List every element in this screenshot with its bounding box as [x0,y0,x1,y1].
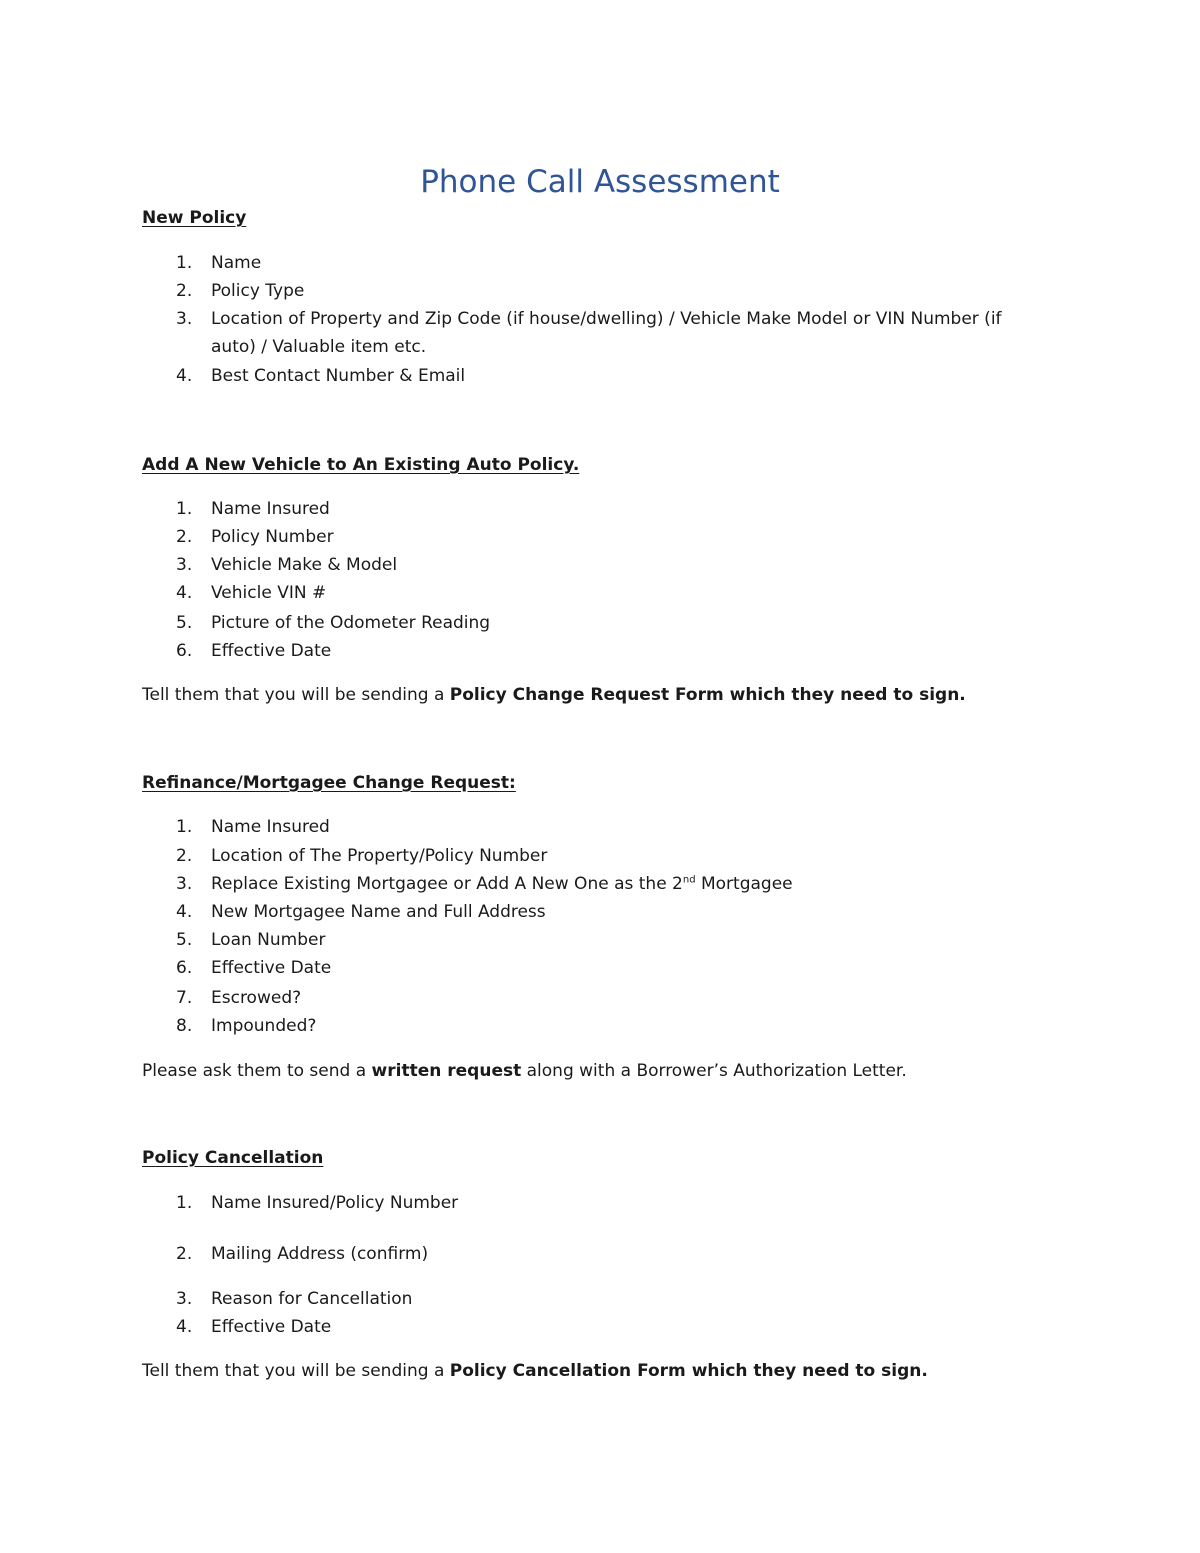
list-number: 4. [176,583,193,603]
list-item [142,609,1041,637]
list-item [142,637,1041,665]
list-number: 5. [176,613,193,633]
note-text-after: along with a Borrower’s Authorization Letter. [521,1061,907,1081]
list-item [142,1313,1041,1341]
note-bold-text: written request [371,1061,522,1081]
section-note-cancellation [142,1359,1072,1383]
note-bold-text: Policy Change Request Form which they need to sign. [449,685,966,705]
list-number: 1. [176,817,193,837]
note-bold-text: Policy Cancellation Form which they need to sign. [449,1361,928,1381]
section-note-refinance [142,1059,1072,1083]
list-text: Mailing Address (confirm) [211,1244,429,1264]
list-number: 2. [176,1244,193,1264]
list-number: 4. [176,366,193,386]
list-text: Picture of the Odometer Reading [211,613,491,633]
list-item [142,898,1041,926]
list-item [142,1285,1041,1313]
list-text: New Mortgagee Name and Full Address [211,902,546,922]
list-item [142,926,1041,954]
list-text: Effective Date [211,958,332,978]
list-text-part: Mortgagee [695,874,793,894]
list-item [142,249,1041,277]
note-text: Please ask them to send a [142,1061,372,1081]
list-number: 2. [176,281,193,301]
list-text: Name Insured/Policy Number [211,1193,459,1213]
list-item [142,277,1041,305]
list-text: Name [211,253,262,273]
list-number: 1. [176,499,193,519]
list-text [211,870,1041,898]
list-item [142,551,1041,579]
list-item [142,1240,1041,1268]
list-text: Loan Number [211,930,326,950]
section-note-add-vehicle [142,683,1072,707]
list-number: 5. [176,930,193,950]
list-number: 1. [176,253,193,273]
section-heading-add-vehicle: Add A New Vehicle to An Existing Auto Policy. [142,455,580,475]
ordinal-superscript: nd [682,874,696,886]
list-item [142,984,1041,1012]
list-number: 7. [176,988,193,1008]
note-text: Tell them that you will be sending a [142,685,450,705]
list-text-part: Replace Existing Mortgagee or Add A New One as the 2 [211,874,683,894]
list-number: 2. [176,527,193,547]
list-item [142,362,1041,390]
section-heading-cancellation: Policy Cancellation [142,1148,324,1168]
list-item [142,305,1041,361]
list-number: 6. [176,641,193,661]
list-text: Best Contact Number & Email [211,366,466,386]
list-item [142,495,1041,523]
list-number: 3. [176,1289,193,1309]
list-item [142,1012,1041,1040]
list-number: 3. [176,309,193,329]
list-text: Name Insured [211,817,330,837]
list-text: Policy Type [211,281,305,301]
list-text: Reason for Cancellation [211,1289,413,1309]
page-title: Phone Call Assessment [420,164,780,200]
section-heading-refinance: Refinance/Mortgagee Change Request: [142,773,516,793]
list-item [142,1189,1041,1217]
list-text: Effective Date [211,1317,332,1337]
list-item [142,579,1041,607]
section-heading-new-policy: New Policy [142,208,247,228]
list-text: Policy Number [211,527,334,547]
list-number: 8. [176,1016,193,1036]
list-text: Location of Property and Zip Code (if house/dwelling) / Vehicle Make Model or VIN Number (if auto) / Valuable item etc. [211,309,1002,357]
list-text: Location of The Property/Policy Number [211,846,548,866]
list-number: 3. [176,555,193,575]
list-item [142,870,1041,898]
list-number: 4. [176,902,193,922]
list-text: Vehicle VIN # [211,583,327,603]
list-item [142,523,1041,551]
list-item [142,842,1041,870]
list-text: Impounded? [211,1016,317,1036]
list-number: 4. [176,1317,193,1337]
list-item [142,954,1041,982]
list-text: Name Insured [211,499,330,519]
list-text: Escrowed? [211,988,302,1008]
list-text: Vehicle Make & Model [211,555,398,575]
list-number: 3. [176,874,193,894]
note-text: Tell them that you will be sending a [142,1361,450,1381]
list-number: 1. [176,1193,193,1213]
list-number: 2. [176,846,193,866]
list-text: Effective Date [211,641,332,661]
list-number: 6. [176,958,193,978]
list-item [142,813,1041,841]
